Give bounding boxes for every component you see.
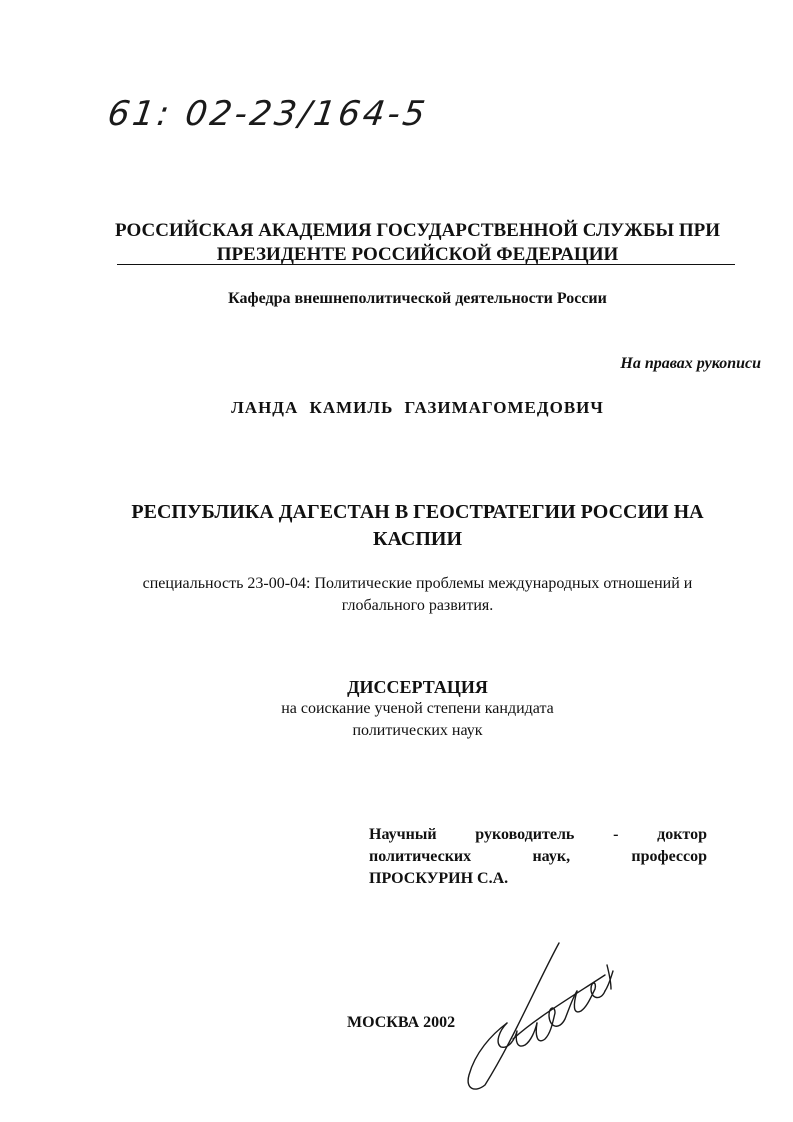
supervisor-name: ПРОСКУРИН С.А.	[369, 870, 509, 887]
supervisor-word: руководитель	[475, 826, 575, 843]
handwritten-signature	[455, 935, 620, 1095]
institution-name	[100, 219, 735, 267]
title-line-2: КАСПИИ	[372, 528, 463, 550]
institution-line-1: РОССИЙСКАЯ АКАДЕМИЯ ГОСУДАРСТВЕННОЙ СЛУЖБЫ ПРИ	[115, 220, 720, 241]
supervisor-line-1	[369, 824, 707, 846]
city-year: МОСКВА 2002	[347, 1014, 456, 1031]
supervisor-word: наук,	[532, 848, 571, 865]
degree-line-2: политических наук	[352, 722, 483, 739]
supervisor-word: профессор	[631, 848, 707, 865]
institution-underline	[117, 264, 735, 265]
department: Кафедра внешнеполитической деятельности России	[228, 290, 607, 307]
specialty-line-1: специальность 23-00-04: Политические проблемы международных отношений и	[142, 575, 693, 592]
dissertation-heading: ДИССЕРТАЦИЯ	[347, 677, 488, 697]
supervisor-word: политических	[369, 848, 472, 865]
institution-line-2: ПРЕЗИДЕНТЕ РОССИЙСКОЙ ФЕДЕРАЦИИ	[216, 244, 619, 265]
title-line-1: РЕСПУБЛИКА ДАГЕСТАН В ГЕОСТРАТЕГИИ РОССИИ НА	[131, 501, 704, 523]
supervisor-line-2	[369, 846, 707, 868]
manuscript-note: На правах рукописи	[620, 355, 761, 372]
dissertation-block	[100, 676, 735, 742]
degree-line-1: на соискание ученой степени кандидата	[281, 700, 554, 717]
specialty	[80, 573, 755, 617]
supervisor-block	[369, 824, 707, 890]
supervisor-word: -	[613, 826, 619, 843]
specialty-line-2: глобального развития.	[341, 597, 494, 614]
archive-code: 61: 02-23/164-5	[105, 94, 431, 134]
dissertation-title	[100, 499, 735, 553]
supervisor-word: Научный	[369, 826, 437, 843]
supervisor-word: доктор	[657, 826, 707, 843]
author-name: ЛАНДА КАМИЛЬ ГАЗИМАГОМЕДОВИЧ	[231, 398, 604, 417]
